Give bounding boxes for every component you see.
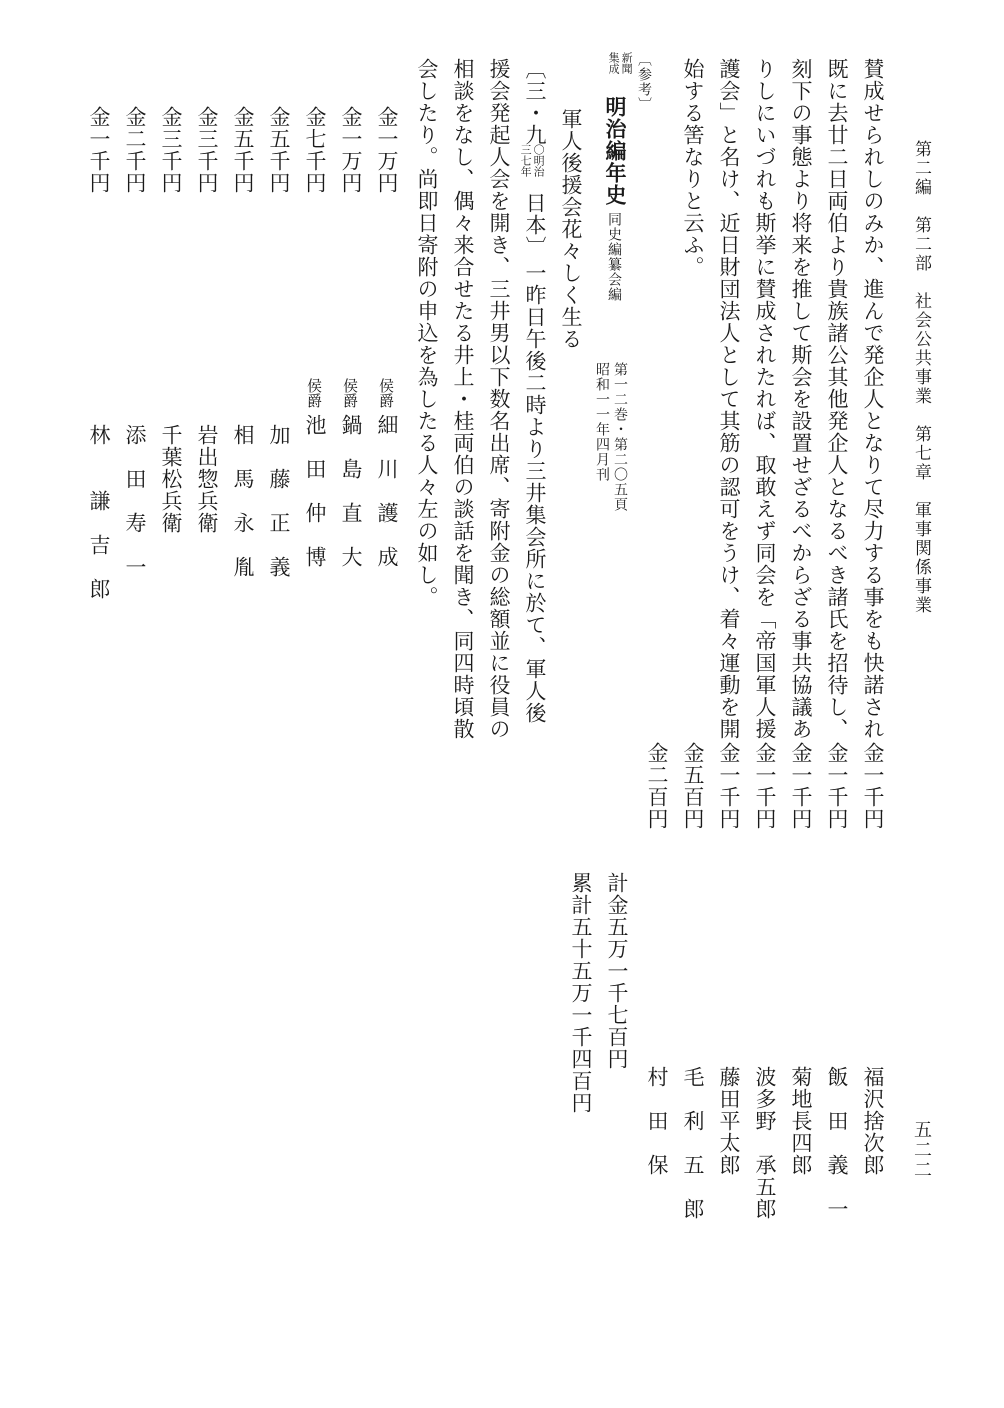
intro-line-2: 既に去廿二日両伯より貴族諸公其他発企人となるべき諸氏を招待し、 — [825, 58, 849, 740]
top-donation-name: 毛 利 五 郎 — [681, 1066, 705, 1220]
date-tag-end: 日本〕 — [523, 192, 547, 258]
intro-line-4: りしにいづれも斯挙に賛成されたれば、取敢えず同会を「帝国軍人援 — [753, 58, 777, 740]
volume-info: 第一二巻・第二〇五頁 — [612, 362, 628, 512]
bottom-donation-amount: 金三千円 — [195, 106, 219, 194]
top-donation-name: 波多野 承五郎 — [753, 1066, 777, 1220]
article-line-1: 一昨日午後二時より三井集会所に於て、軍人後 — [523, 262, 547, 724]
date-tag: 〔三・九 — [523, 58, 547, 146]
top-donation-amount: 金二百円 — [645, 742, 669, 830]
publication-date: 昭和一一年四月刊 — [594, 362, 610, 482]
top-donation-amount: 金一千円 — [717, 742, 741, 830]
bottom-donation-name: 鍋 島 直 大 — [339, 414, 363, 568]
intro-line-3: 刻下の事態より将来を推して斯会を設置せざるべからざる事共協議あ — [789, 58, 813, 740]
cumulative-total: 累計五十五万一千四百円 — [569, 872, 593, 1114]
bottom-donation-amount: 金一千円 — [87, 106, 111, 194]
top-donation-name: 藤田平太郎 — [717, 1066, 741, 1176]
bottom-donation-name: 相 馬 永 胤 — [231, 424, 255, 578]
top-donation-name: 村 田 保 — [645, 1066, 669, 1176]
intro-line-5: 護会」と名け、近日財団法人として其筋の認可をうけ、着々運動を開 — [717, 58, 741, 740]
article-line-3: 相談をなし、偶々来合せたる井上・桂両伯の談話を聞き、同四時頃散 — [451, 58, 475, 740]
bottom-donation-amount: 金三千円 — [159, 106, 183, 194]
running-header: 第二編 第二部 社会公共事業 第七章 軍事関係事業 — [911, 140, 931, 615]
bottom-donation-name: 添 田 寿 一 — [123, 424, 147, 578]
article-line-4: 会したり。尚即日寄附の申込を為したる人々左の如し。 — [415, 58, 439, 608]
top-donation-amount: 金一千円 — [789, 742, 813, 830]
bottom-donation-amount: 金五千円 — [267, 106, 291, 194]
date-note-2: 三七年 — [519, 144, 533, 177]
source-title: 明治編年史 — [603, 96, 628, 206]
bottom-donation-amount: 金一万円 — [339, 106, 363, 194]
top-donation-name: 菊地長四郎 — [789, 1066, 813, 1176]
article-heading: 軍人後援会花々しく生る — [559, 108, 583, 350]
bottom-donation-name: 千葉松兵衛 — [159, 424, 183, 534]
bottom-donation-amount: 金五千円 — [231, 106, 255, 194]
source-prefix-2: 集成 — [607, 52, 621, 74]
noble-rank: 侯爵 — [377, 378, 395, 408]
article-line-2: 援会発起人会を開き、三井男以下数名出席、寄附金の総額並に役員の — [487, 58, 511, 740]
bottom-donation-name: 林 謙 吉 郎 — [87, 424, 111, 600]
source-prefix-1: 新聞 — [620, 52, 634, 74]
intro-line-1: 賛成せられしのみか、進んで発企人となりて尽力する事をも快諾され — [861, 58, 885, 740]
source-editor: 同史編纂会編 — [606, 212, 622, 302]
top-donation-amount: 金一千円 — [861, 742, 885, 830]
page-number: 五二二 — [911, 1120, 932, 1180]
bottom-donation-name: 岩出惣兵衛 — [195, 424, 219, 534]
noble-rank: 侯爵 — [305, 378, 323, 408]
top-donation-amount: 金五百円 — [681, 742, 705, 830]
reference-label: 〔参考〕 — [636, 52, 652, 112]
bottom-donation-name: 加 藤 正 義 — [267, 424, 291, 578]
bottom-donation-amount: 金七千円 — [303, 106, 327, 194]
bottom-donation-name: 細 川 護 成 — [375, 414, 399, 568]
bottom-donation-name: 池 田 仲 博 — [303, 414, 327, 568]
subtotal: 計金五万一千七百円 — [605, 872, 629, 1070]
top-donation-amount: 金一千円 — [825, 742, 849, 830]
top-donation-name: 福沢捨次郎 — [861, 1066, 885, 1176]
intro-line-6: 始する筈なりと云ふ。 — [681, 58, 705, 278]
top-donation-name: 飯 田 義 一 — [825, 1066, 849, 1220]
bottom-donation-amount: 金一万円 — [375, 106, 399, 194]
bottom-donation-amount: 金二千円 — [123, 106, 147, 194]
date-note-1: 〇明治 — [532, 144, 546, 177]
noble-rank: 侯爵 — [341, 378, 359, 408]
top-donation-amount: 金一千円 — [753, 742, 777, 830]
